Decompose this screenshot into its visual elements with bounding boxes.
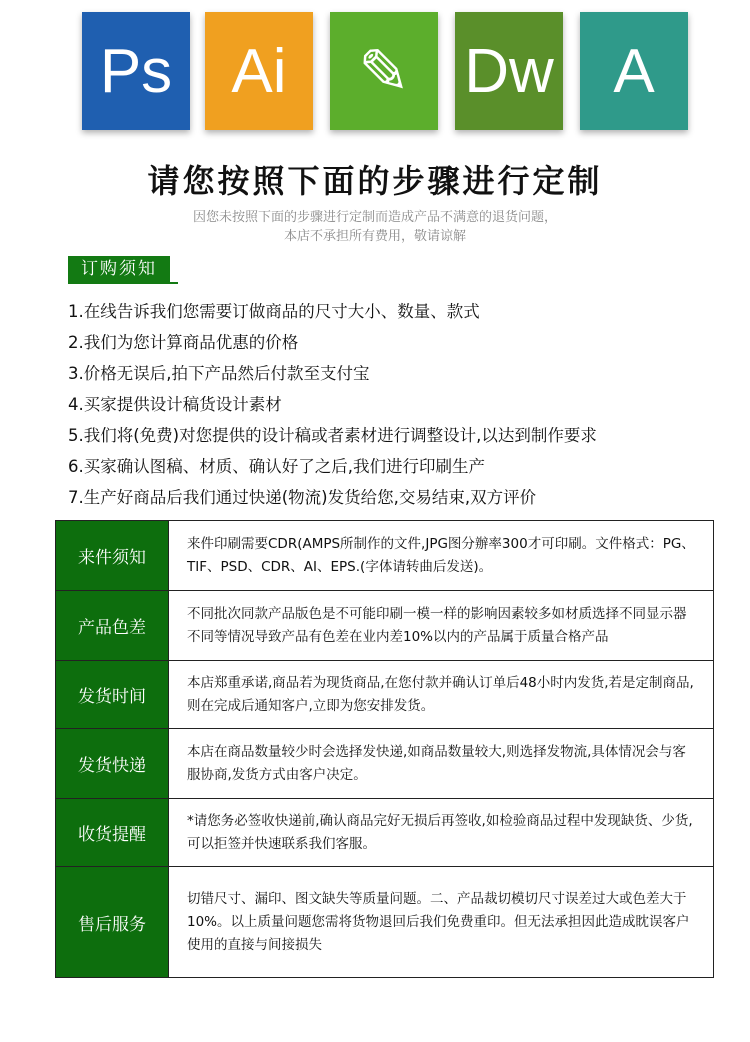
step-item: 1.在线告诉我们您需要订做商品的尺寸大小、数量、款式 [68, 302, 480, 321]
step-item: 4.买家提供设计稿货设计素材 [68, 395, 282, 414]
step-item: 7.生产好商品后我们通过快递(物流)发货给您,交易结束,双方评价 [68, 488, 537, 507]
table-row [56, 521, 714, 591]
row-label: 产品色差 [56, 591, 169, 661]
table-row [56, 591, 714, 661]
info-table [55, 520, 714, 978]
notice-badge: 订购须知 [68, 256, 170, 283]
subtitle-line: 因您未按照下面的步骤进行定制而造成产品不满意的退货问题， [192, 210, 557, 225]
step-item: 5.我们将(免费)对您提供的设计稿或者素材进行调整设计,以达到制作要求 [68, 426, 597, 445]
row-text: 不同批次同款产品版色是不可能印刷一模一样的影响因素较多如材质选择不同显示器不同等情况导致产品有色差在业内差10%以内的产品属于质量合格产品 [169, 591, 714, 661]
row-label: 发货快递 [56, 729, 169, 799]
row-text: 本店在商品数量较少时会选择发快递,如商品数量较大,则选择发物流,具体情况会与客服协商,发货方式由客户决定。 [169, 729, 714, 799]
steps-list [68, 296, 597, 513]
subtitle-line: 本店不承担所有费用，敬请谅解 [283, 229, 466, 244]
step-item: 2.我们为您计算商品优惠的价格 [68, 333, 299, 352]
illustrator-logo: Ai [205, 12, 313, 130]
row-text: *请您务必签收快递前,确认商品完好无损后再签收,如检验商品过程中发现缺货、少货,可以拒签并快速联系我们客服。 [169, 799, 714, 867]
divider [68, 282, 178, 284]
row-label: 发货时间 [56, 661, 169, 729]
row-label: 来件须知 [56, 521, 169, 591]
step-item: 6.买家确认图稿、材质、确认好了之后,我们进行印刷生产 [68, 457, 485, 476]
page-title: 请您按照下面的步骤进行定制 [147, 162, 603, 200]
row-label: 收货提醒 [56, 799, 169, 867]
dreamweaver-logo: Dw [455, 12, 563, 130]
row-text: 来件印刷需要CDR(AMPS所制作的文件,JPG图分辦率300才可印刷。文件格式：PG、TIF、PSD、CDR、AI、EPS.(字体请转曲后发送)。 [169, 521, 714, 591]
table-row [56, 799, 714, 867]
row-label: 售后服务 [56, 867, 169, 978]
row-text: 本店郑重承诺,商品若为现货商品,在您付款并确认订单后48小时内发货,若是定制商品,则在完成后通知客户,立即为您安排发货。 [169, 661, 714, 729]
row-text: 切错尺寸、漏印、图文缺失等质量问题。二、产品裁切模切尺寸误差过大或色差大于10%。以上质量问题您需将货物退回后我们免费重印。但无法承担因此造成眈误客户使用的直接与间接损失 [169, 867, 714, 978]
table-row [56, 661, 714, 729]
table-row [56, 729, 714, 799]
step-item: 3.价格无误后,拍下产品然后付款至支付宝 [68, 364, 370, 383]
photoshop-logo: Ps [82, 12, 190, 130]
autocad-logo: A [580, 12, 688, 130]
coreldraw-logo: ✎ [330, 12, 438, 130]
table-row [56, 867, 714, 978]
